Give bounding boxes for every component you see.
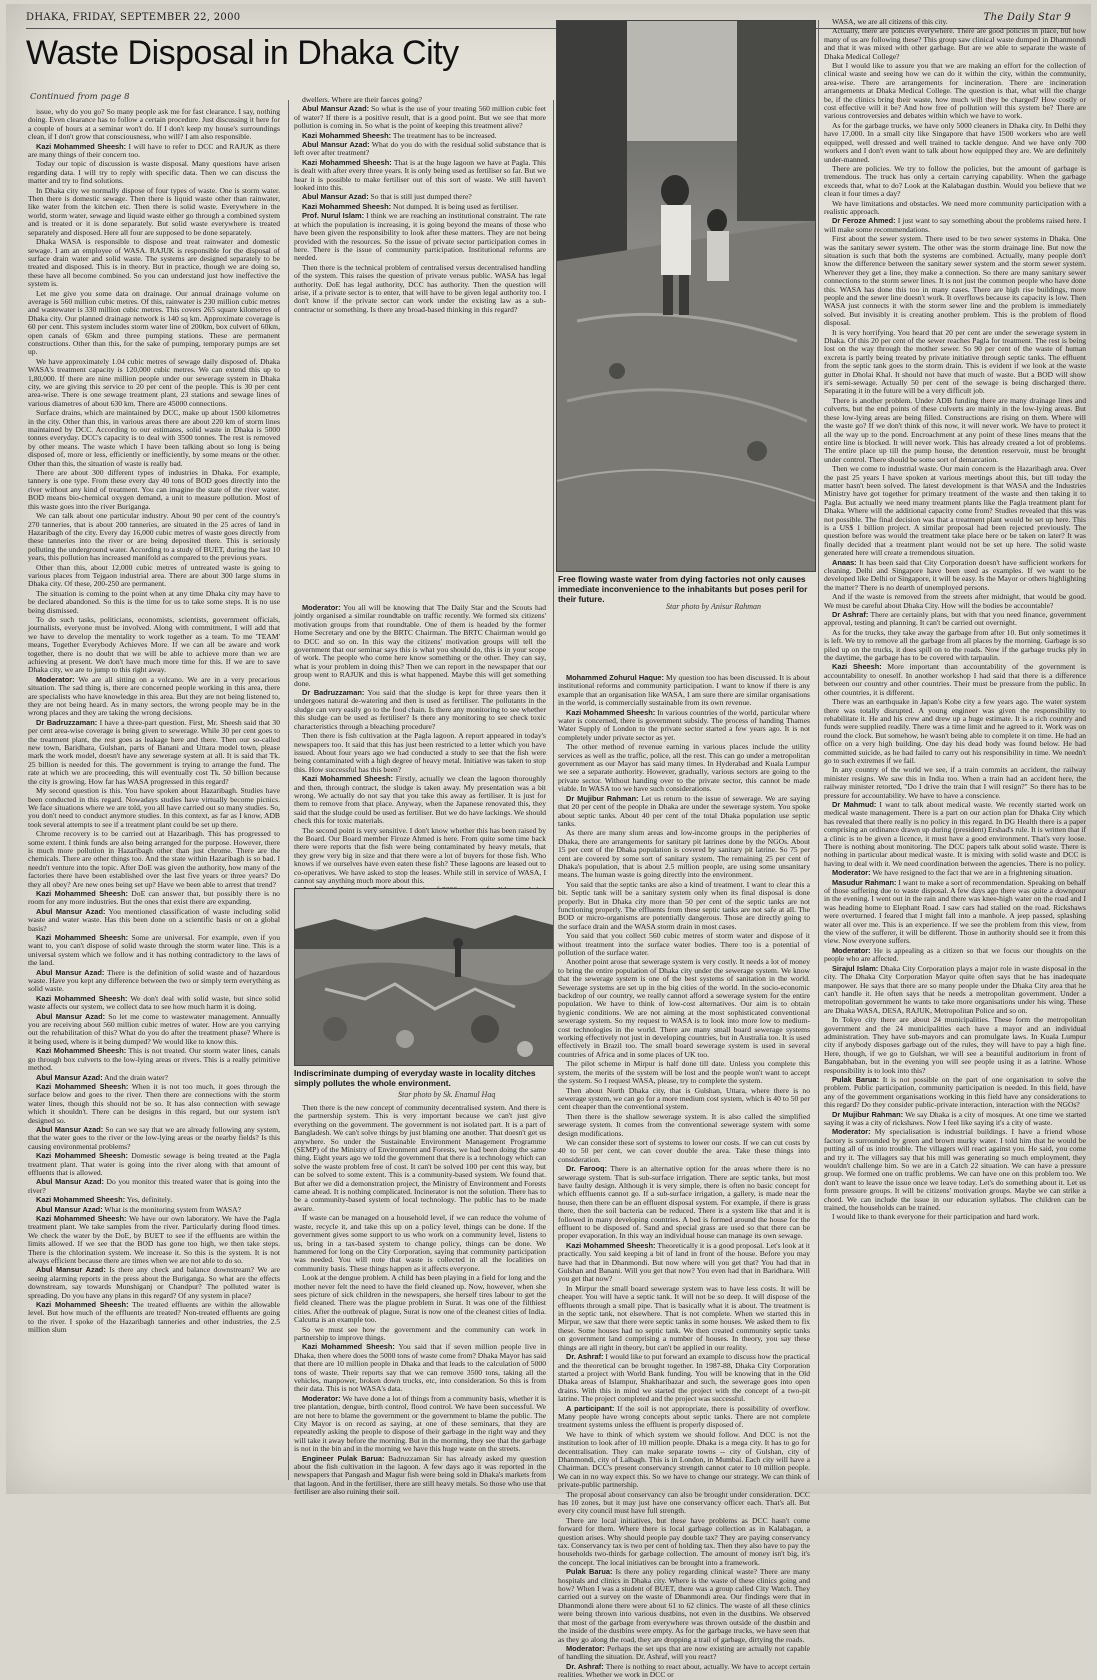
paragraph-text: There is an alternative option for the areas where there is no sewerage system. That is sub-surface irrigation. There are septic tanks, but most have faulty design. Although it is very simple, there is often no basic concept for which effluents cannot go. If a sub-surface irrigation, a gallery, is made near the house, then there can be an effluent disposal system. For example, if there is grass there, then the soil bacteria can be reduced. There is a system like that and it is followed in many developing countries. A bed is formed around the house for the effluent to be disposed of. Sand and special grass are used so that there can be proper evaporation. In this way an individual house can manage its own sewage.: [558, 1164, 810, 1241]
speaker-name: Kazi Mohammed Sheesh:: [36, 933, 129, 942]
article-paragraph: [558, 795, 810, 829]
speaker-name: Kazi Mohammed Sheesh:: [36, 141, 127, 151]
paragraph-text: There are about 300 different types of industries in Dhaka. For example, tannery is one type. From these every day 40 tons of BOD goes directly into the river without any kind of treatment. You can imagine the state of the river water. BOD means bio-chemical oxygen demand, a unit to measure pollution. Most of this waste goes into the river Buriganga.: [28, 468, 280, 511]
article-paragraph: [28, 1152, 280, 1177]
article-paragraph: [558, 1405, 810, 1430]
article-paragraph: [28, 676, 280, 718]
article-paragraph: [28, 358, 280, 408]
article-paragraph: [28, 908, 280, 933]
paragraph-text: In various countries of the world, particular where water is concerned, there is government subsidy. The process of handing Thames Water Supply of London to the private sector started a few years ago. It is not completely under private sector as yet.: [558, 707, 810, 742]
paragraph-text: There was an earthquake in Japan's Kobe city a few years ago. The water system there was totally disrupted. A young engineer was given the responsibility to rehabilitate it. He and his crew and drew up a huge estimate. It is a rich country and funds were supplied readily. There was a time limit and he agreed to it. Work was on round the clock. But somehow, he wasn't being able to complete it on time. He had an office on a very high building. One day his dead body was found below. He had committed suicide, as he had failed to carry out his responsibility in time. We needn't go to such extremes if we fail.: [824, 697, 1086, 765]
paragraph-text: WASA, we are all citizens of this city.: [832, 17, 948, 26]
paragraph-text: Yes, definitely.: [125, 1195, 173, 1205]
paragraph-text: You mentioned classification of waste including solid waste and water waste. Has this been done on a scientific basis or on a global basis?: [28, 906, 281, 933]
article-paragraph: [28, 469, 280, 511]
paragraph-text: So what is the use of your treating 560 million cubic feet of water? If there is a positive result, that is a good point. But we see that more pollution is coming in. So what is the point of keeping this treatment alive?: [294, 104, 546, 131]
article-paragraph: [294, 689, 546, 731]
speaker-name: Kazi Mohammed Sheesh:: [566, 1240, 656, 1250]
speaker-name: Dr Mujibur Rahman:: [566, 793, 639, 803]
article-paragraph: [28, 1074, 280, 1082]
article-paragraph: [558, 1353, 810, 1403]
article-paragraph: [28, 934, 280, 968]
article-paragraph: [558, 743, 810, 793]
paragraph-text: In Dhaka city we normally dispose of four types of waste. One is storm water. Then there is domestic sewage. Then there is liquid waste other than rainwater, like water from the kitchen etc. Then there is solid waste. Everywhere in the world, storm water, sewage and liquid waste either go through a combined system and is treated or it is done separately. But solid waste everywhere is treated separately and disposed. Here all four are supposed to be done separately.: [28, 185, 280, 237]
column-rule-1: [288, 100, 289, 1480]
article-paragraph: [294, 193, 546, 201]
speaker-name: Abul Mansur Azad:: [36, 1072, 103, 1082]
paragraph-text: You said that the sludge is kept for three years then it undergoes natural de-watering and then is used as fertiliser. The pollutants in the sludge can very easily go to the food chain. Is there any monitoring to see whether this sludge can be used as fertiliser? Is there any monitoring to see check toxic characteristics through a bleaching procedure?: [294, 688, 547, 731]
speaker-name: Abul Mansur Azad:: [302, 192, 369, 202]
paragraph-text: DoE can answer that, but possibly there is no room for any more industries. But the ones that exist there are expanding.: [28, 888, 280, 907]
paragraph-text: We have to think of which system we should follow. And DCC is not the institution to look after of 10 million people. Dhaka is a mega city. It has to go for decentralisation. They can make separate towns -- city of Gulshan, city of Dhanmondi, city of Lalbagh. This is in London, in Mumbai. Each city will have a Chairman. DCC's present conservancy strength cannot cater to 10 million people. We can in no way expect this. So we have to change our strategy. We can think of private-public partnership.: [558, 1429, 810, 1490]
paragraph-text: I have a three-part question. First, Mr. Sheesh said that 30 per cent area-wise coverage is being given to sewerage. While 30 per cent goes to the treatment plant, the rest goes as leakage here and there. Then our so-called new town, Baridhara, Gulshan, parts of Banani and Uttara model town, please mark the work model, doesn't have any sewerage system at all. It is said that Tk. 25 billion is needed for this. The government is trying to arrange the fund. The rate at which we are proceeding, this will eventually cost Tk. 50 billion because the city is growing. How far has WASA progressed in this regard?: [28, 717, 280, 786]
paragraph-text: You all will be knowing that The Daily Star and the Scouts had jointly organised a similar roundtable on traffic recently. We formed six citizens' motivation groups from that roundtable. One of them is headed by the former Home Secretary and one by the BRTC Chairman. The BRTC Chairman would go to DCC and so on. In this way the citizens' motivation groups will tell the government that our seminar says this is what you should do, this is in your scope of work. The people who come here know something or the other. They can say, what is your problem in doing this? Then we can report in the newspaper that our group went to RAJUK and this is what happened. Maybe this will get something done.: [294, 603, 546, 688]
paragraph-text: We are all sitting on a volcano. We are in a very precarious situation. The sad thing is, there are concerned people working in this area, there are specialists who have knowledge in this area. But they are not being listened to, they are not being heard. As in many sectors, the wrong people may be in the wrong places and they are taking the wrong decisions.: [28, 674, 280, 718]
paragraph-text: Then there is the technical problem of centralised versus decentralised handling of the system. This raises the question of private versus public. WASA has legal authority. DoE has legal authority, DCC has authority. Then the question will arise, if a private sector is to enter, that will have to be given legal authority too. I don't know if the private sector can work under the existing law as a sub-contractor or something. Is there any broad-based thinking in this regard?: [294, 262, 546, 314]
paragraph-text: When it is not too much, it goes through the surface below and goes to the river. Then there are connections with the storm water lines, though this should not be so. It has also connection with sewage which it shouldn't. There can be designs in this regard, but our system isn't designed so.: [28, 1081, 280, 1125]
article-paragraph: [28, 830, 280, 889]
paragraph-text: As there are many slum areas and low-income groups in the peripheries of Dhaka, there are arrangements for sanitary pit latrines done by the NGOs. About 15 per cent of the Dhaka population is covered by sanitary pit latrine. So 75 per cent are covered by some sort of sanitary system. The remaining 25 per cent of Dhaka's population, that is about 2.5 million people, are using some unsanitary means. The human waste is going directly into the environment.: [558, 828, 810, 880]
paragraph-text: We have approximately 1.04 cubic metres of sewage daily disposed of. Dhaka WASA's treatment capacity is 120,000 cubic metres. We can extend this up to 1,80,000. If there are nine million people under our sewerage system in Dhaka city, we are giving this service to 20 per cent of the people. This is 30 per cent area-wise. There is one sewage treatment plant, 23 stations and sewage lines of various diametres of about 630 km. There are 45000 connections.: [28, 356, 280, 408]
paragraph-text: In Mirpur the small board sewerage system was to have less costs. It will be cheaper. You will have a septic tank. It will not be so deep. It will dispose of the effluents through a small pipe. That is basically what it is about. The treatment is in the septic tank, not elsewhere. That is not complete. When we started this in Mirpur, we saw that there were septic tanks in some houses. We asked them to fix these. Some houses had no septic tank. We then created community septic tanks on government land comprising a number of houses. In theory, you say these things are all right in theory, but can't be applied in our reality.: [558, 1283, 810, 1352]
article-paragraph: [824, 62, 1086, 121]
paragraph-text: I would like to thank everyone for their participation and hard work.: [832, 1212, 1040, 1222]
speaker-name: A participant:: [566, 1403, 615, 1413]
paragraph-text: I just want to say something about the problems raised here. I will make some recommendations.: [824, 216, 1086, 234]
article-paragraph: [294, 1343, 546, 1393]
article-paragraph: [558, 709, 810, 743]
paragraph-text: Some are universal. For example, even if you want to, you can't dispose of solid waste through the storm water line. This is a universal system which we follow and it has nothing contradictory to the laws of the land.: [28, 933, 280, 968]
paragraph-text: The second point is very sensitive. I don't know whether this has been raised by the Board. Our Board member Firoze Ahmed is here. From quite some time back there were reports that the fish were being contaminated by heavy metals, that they grew very big in size and that there were a lot of buyers for those fish. Who knows if we ourselves have even eaten these fish? These lagoons are leased out to co-operatives. We have asked to stop the leases. While still in service of WASA, I cannot say anything much more about this.: [294, 825, 546, 885]
paragraph-text: Then there is the new concept of community decentralised system. And there is the partnership system. This is very important because we can't just give everything on the government. The government is not isolated part. It is a part of Bangladesh. We can't solve things by just blaming one another. That doesn't get us anywhere. So under the Sustainable Environment Management Programme (SEMP) of the Ministry of Environment and Forests, we had been doing the same thing. Eight years ago we told the government that there is a technology which can solve the waste problem free of cost. It can't be solved 100 per cent this way, but can be solved to some extent. This is a community-based system. We found that. But after we did a demonstration project, the Ministry of Environment and Forests came ahead. It is nothing complicated. Incinerator is not the solution. There has to be a community-based system of local technology. The public has to be made aware.: [294, 1103, 546, 1213]
paragraph-text: You said that if seven million people live in Dhaka, then where does the 5000 tons of waste come from? Dhaka Mayor has said that there are 10 million people in Dhaka and that leads to the calculation of 5000 tons of waste. Their reports say that we can remove 3500 tons, taking all the vehicles, manpower, broken down trucks, etc, into consideration. So this is from their data. This is not WASA's data.: [294, 1342, 546, 1394]
paragraph-text: I think we are reaching an institutional constraint. The rate at which the population is increasing, it is going beyond the means of those who have been given the responsibility to look after these matters. They are not being provided with the resources. So the issue of private sector participation comes in here. There is the issue of community participation. Institutional reforms are needed.: [294, 211, 546, 263]
article-paragraph: [824, 18, 1086, 26]
speaker-name: Dr Badruzzaman:: [302, 688, 365, 698]
article-paragraph: [558, 1113, 810, 1138]
paragraph-text: We don't deal with solid waste, but since solid waste affects our system, we collect data to see how much harm it is doing.: [28, 993, 280, 1012]
speaker-name: Prof. Nurul Islam:: [302, 211, 365, 221]
article-paragraph: [824, 965, 1086, 1015]
paragraph-text: What is the monitoring system from WASA?: [102, 1204, 241, 1214]
article-paragraph: [28, 1083, 280, 1125]
article-paragraph: [28, 564, 280, 589]
paragraph-text: I will have to refer to DCC and RAJUK as there are many things of their concern too.: [28, 141, 280, 160]
flood-photo-credit: Star photo by Anisur Rahman: [666, 602, 761, 611]
article-paragraph: [824, 1016, 1086, 1075]
article-paragraph: [294, 132, 546, 140]
article-paragraph: [28, 719, 280, 786]
paragraph-text: Let us return to the issue of sewerage. We are saying that 20 per cent of the people in Dhaka are under the sewerage system. You spoke about septic tanks. About 40 per cent of the total Dhaka population use septic tanks.: [558, 793, 810, 828]
paragraph-text: We have resigned to the fact that we are in a frightening situation.: [870, 868, 1073, 878]
article-paragraph: [294, 203, 546, 211]
article-column-3: [558, 673, 810, 1680]
dumping-photo-caption: Indiscriminate dumping of everyday waste in locality ditches simply pollutes the whole environment.: [294, 1068, 536, 1088]
speaker-name: Kazi Mohammed Sheesh:: [302, 157, 392, 167]
article-paragraph: [824, 27, 1086, 61]
article-paragraph: [294, 1274, 546, 1324]
speaker-name: Kazi Sheesh:: [832, 662, 882, 672]
paragraph-text: Then about North Dhaka city, that is Gulshan, Uttara, where there is no sewerage system, we can go for a more medium cost system, which is 40 to 50 per cent cheaper than the conventional system.: [558, 1085, 810, 1112]
article-paragraph: [28, 1266, 280, 1300]
paragraph-text: We have limitations and obstacles. We need more community participation with a realistic approach.: [824, 198, 1086, 216]
article-paragraph: [28, 108, 280, 142]
speaker-name: Abul Mansur Azad:: [36, 1265, 106, 1275]
article-column-4: [824, 18, 1086, 1484]
article-paragraph: [558, 1060, 810, 1085]
article-paragraph: [558, 1242, 810, 1284]
paragraph-text: It is very horrifying. You heard that 20 per cent are under the sewerage system in Dhaka. Of this 20 per cent of the sewer reaches Pagla for treatment. The rest is being lost on the way through the mother sewer. So 90 per cent of the waste of human excreta is partly being treated by private initiative through septic tanks. The effluent from the septic tank goes to the storm drain. This is evident if we look at the waste gutter in Dholai Khal. It should not have that much of waste. But a BOD will show it's semi-sewage. Actually 50 per cent of the sewage is being discharged there. Separating it in the future will be a very difficult job.: [824, 327, 1086, 396]
article-paragraph: [824, 593, 1086, 610]
speaker-name: Dr Ashraf:: [832, 610, 869, 620]
speaker-name: Moderator:: [832, 1127, 871, 1137]
paragraph-text: You said that the septic tanks are also a kind of treatment. I want to clear this a bit. Septic tank will be a sanitary system only when its final disposal is done properly. But in Dhaka city more than 50 per cent of the septic tanks are not functioning properly. The effluents from these septic tanks are not safe at all. The BOD or micro-organisms are potentially dangerous. Those are directly going to the surface drain and the WASA storm drain in most cases.: [558, 879, 810, 931]
article-paragraph: [558, 958, 810, 1059]
article-paragraph: [28, 160, 280, 185]
article-paragraph: [28, 1013, 280, 1047]
folio-masthead: The Daily Star 9: [983, 12, 1071, 23]
speaker-name: Mohammed Zohurul Haque:: [566, 673, 664, 682]
article-paragraph: [558, 1568, 810, 1644]
article-paragraph: [28, 787, 280, 829]
paragraph-text: Actually, there are policies everywhere. There are good policies in place, but how many of us are following these? This group saw clinical waste dumped in Dhanmondi and that it was mixed with other garbage. But are we able to separate the waste of Dhaka Medical College?: [824, 26, 1086, 61]
paragraph-text: Not dumped. It is being used as fertiliser.: [391, 201, 519, 211]
paragraph-text: But I would like to assure you that we are making an effort for the collection of clinical waste and seeing how we can do it within the city, within the community, area-wise. There are arrangements for incineration. There are incineration arrangements at Dhaka Medical College. The question is that, what will the charge be, if the clinics bring their waste, how much will they be charged? How costly or cost effective will it be? And how free of pollution will this system be? There are various controversies and debates within which we have to work.: [824, 61, 1086, 121]
paragraph-text: Dhaka City Corporation plays a major role in waste disposal in the city. The Dhaka City Corporation Mayor quite often says that he has inadequate manpower. He says that there are so many people under the Dhaka City area that he can't handle it. He often says that he needs a metropolitan government. Under a metropolitan government he wants to take more organisations under his wing. These are Dhaka WASA, DESA, RAJUK, Metropolitan Police and so on.: [824, 963, 1086, 1015]
flood-photo: [556, 20, 816, 572]
article-paragraph: [824, 879, 1086, 946]
paragraph-text: There is nothing to react about, actually. We have to accept certain realities. Whether we work in DCC or: [558, 1661, 810, 1680]
speaker-name: Moderator:: [36, 674, 75, 684]
article-paragraph: [558, 829, 810, 879]
paragraph-text: Firstly, actually we clean the lagoon thoroughly and then, through contract, the sludge is taken away. My presentation was a bit wrong. We actually do not say that you take this away as fertiliser. It is just for them to remove from that place. Anyway, when the Japanese renovated this, they said that the sludge could be used as fertiliser. But we do have lackings. We should check this for toxic materials.: [294, 774, 546, 826]
article-paragraph: [824, 947, 1086, 964]
article-headline: Waste Disposal in Dhaka City: [26, 34, 459, 72]
speaker-name: Engineer Pulak Barua:: [302, 1453, 385, 1463]
paragraph-text: dwellers. Where are their faeces going?: [302, 95, 423, 104]
paragraph-text: My second question is this. You have spoken about Hazaribagh. Studies have been conducted in this regard. Nowadays studies have virtually become picnics. We face situations where we are told, you all have carried out so many studies. So, you don't need to conduct anymore studies. In this context, as far as I know, ADB took several attempts to see if a treatment plant could be set up there.: [28, 786, 280, 829]
paragraph-text: He is appealing as a citizen so that we focus our thoughts on the people who are affected.: [824, 945, 1086, 964]
paragraph-text: Do you monitor this treated water that is going into the river?: [28, 1177, 280, 1195]
speaker-name: Masudur Rahman:: [832, 877, 897, 887]
article-paragraph: [28, 1126, 280, 1151]
article-paragraph: [28, 1301, 280, 1335]
speaker-name: Pulak Barua:: [832, 1074, 879, 1084]
article-paragraph: [558, 1517, 810, 1567]
speaker-name: Kazi Mohammed Sheesh:: [36, 1151, 128, 1161]
article-paragraph: [28, 238, 280, 288]
article-paragraph: [28, 1196, 280, 1204]
paragraph-text: We have our own laboratory. We have the Pagla treatment plant. We take samples from the river. Particularly during flood times. We check the water by the DoE, by BUET to see if the effluents are within the limits allowed. If we see that the BOD has gone too high, we then take steps. There is the chlorination system. We increase it. So this is the system. It is not always efficient because there are times when we are not able to do so.: [28, 1214, 280, 1266]
speaker-name: Kazi Mohammed Sheesh:: [302, 130, 392, 140]
article-paragraph: [824, 611, 1086, 628]
paragraph-text: issue, why do you go? So many people ask me for fast clearance. I say, nothing doing. Even clearance has to follow a certain procedure. Just discussing it here for a couple of hours at a seminar won't do. If I don't keep my house's surroundings clean, if I don't grow that consciousness, who will? I am also responsible.: [28, 107, 280, 142]
paragraph-text: First about the sewer system. There used to be two sewer systems in Dhaka. One was the sanitary sewer system. The other was the storm drainage line. But now the situation is such that both the systems are combined. Actually, many people don't know the difference between the sanitary sewer system and the storm sewer system. Wherever they get a line, they make a connection. So there are many sanitary sewer connections to the storm sewer lines. It is not just the common people who have done this. WASA has done this too in many cases. There are high rise buildings, more people and the sewer line doesn't work. It overflows because its capacity is low. Then WASA just connects it with the storm sewer line and the problem is immediately solved. But invisibly it is creating another problem. This is the problem of flood disposal.: [824, 234, 1086, 328]
paragraph-text: It is not possible on the part of one organisation to solve the problem. Public participation, community participation is needed. In this field, have any of the government organisations working in this field have any considerations to this regard? Do they consider public-private interaction, interaction with the NGOs?: [824, 1074, 1087, 1110]
dumping-photo-credit: Star photo by Sk. Enamul Haq: [398, 1090, 496, 1099]
speaker-name: Moderator:: [832, 945, 871, 955]
article-paragraph: [28, 187, 280, 237]
speaker-name: Abul Mansur Azad:: [36, 1177, 104, 1187]
article-paragraph: [28, 969, 280, 994]
paragraph-text: Another point arose that sewerage system is very costly. It needs a lot of money to bring the entire population of Dhaka city under the sewerage system. We know that the sewerage system is one of the best systems of sanitation in the world. Sewerage systems are set up in the big cities of the world. In the socio-economic backdrop of our country, we really cannot afford a sewerage system for the entire population. We have to think of low-cost alternatives. Our aim is to obtain hygienic conditions. We are not aiming at the most sophisticated conventional sewerage system. So my request to WASA is to look into more low to medium-cost technologies in the world. There are many small board sewerage systems working effectively not just in developing countries, but in Australia too. It is used effectively in Brazil too. The small board sewerage system is used in several countries of Africa and in some places of UK too.: [558, 957, 810, 1059]
paragraph-text: Then there is fish cultivation at the Pagla lagoon. A report appeared in today's newspapers too. It said that this has just been restricted to a letter which you have issued. About four years ago we had conducted a study to see that the fish were being contaminated with a high degree of heavy metal. Initiative was taken to stop this. How successful has this been?: [294, 731, 546, 774]
paragraph-text: Today our topic of discussion is waste disposal. Many questions have arisen regarding data. I will try to reply with specific data. Then we can discuss the matter and try to find solutions.: [28, 159, 280, 186]
paragraph-text: You said that you collect 560 cubic metres of storm water and dispose of it without treatment into the surface water bodies. There too is a potential of pollution of the surface water.: [558, 931, 810, 957]
dumping-photo-image: [295, 889, 553, 1065]
article-paragraph: [294, 105, 546, 130]
article-paragraph: [824, 663, 1086, 697]
paragraph-text: This is not treated. Our storm water lines, canals go through box culverts to the low-lying areas or rivers. This is a really primitive method.: [28, 1046, 280, 1073]
paragraph-text: Perhaps the set ups that are now existing are actually not capable of handling the situation. Dr. Ashraf, will you react?: [558, 1643, 810, 1662]
paragraph-text: We say Dhaka is a city of mosques. At one time we started saying it was a city of rickshaws. Now I feel like saying it's a city of waste.: [824, 1109, 1086, 1127]
article-paragraph: [558, 1087, 810, 1112]
speaker-name: Kazi Mohammed Sheesh:: [36, 1081, 129, 1091]
paragraph-text: As for the garbage trucks, we have only 5000 cleaners in Dhaka city. In Delhi they have 17,000. In a small city like Singapore that have 1500 workers who are well equipped, well dressed and well trained to tackle dengue. And we have only 700 workers and I don't even want to talk about how equipped they are. We are definitely under-manned.: [824, 120, 1086, 164]
article-paragraph: [824, 801, 1086, 868]
article-paragraph: [824, 397, 1086, 464]
paragraph-text: More important than accountability of the government is accountability to oneself. In another workshop I had said that there is a difference between our country and other countries. Their must be pressure from the public. In other countries, it is different.: [824, 662, 1086, 697]
article-paragraph: [28, 1215, 280, 1265]
paragraph-text: I want to talk about medical waste. We recently started work on medical waste management. There is a part on our action plan for Dhaka City which has revealed that there really is no policy in this regard. In DG Health there is a paper comprising an ordinance drawn up during (president) Ershad's rule. It is written that if a clinic is to be given a licence, it must have a good environment. That's very loose. There is nothing about monitoring. The DCC papers talk about solid waste. There is nothing in particular about medical waste. It is mixing with solid waste and DCC is having to deal with it. We need coordination between the agencies. There is no policy.: [824, 799, 1086, 868]
column-rule-2: [553, 100, 554, 1480]
article-paragraph: [294, 1395, 546, 1454]
paragraph-text: Theoretically it is a good proposal. Let's look at it practically. You said keeping a bit of land in front of the house. Before you may have had that in Dhanmondi. But now where will you get that? You had that in Gulshan and Banani. Will you get that now? You even had that in Baridhara. Will you get that now?: [558, 1240, 810, 1284]
paragraph-text: The treatment has to be increased.: [391, 130, 497, 140]
speaker-name: Kazi Mohammed Sheesh:: [36, 1214, 127, 1223]
article-column-2-top: [294, 95, 546, 314]
article-paragraph: [294, 264, 546, 314]
paragraph-text: The situation is coming to the point when at any time Dhaka city may have to be declared abandoned. So this is the time for us to take some steps. It is no use being dismissed.: [28, 588, 280, 615]
article-paragraph: [558, 1165, 810, 1241]
speaker-name: Dr. Ashraf:: [566, 1352, 604, 1362]
paragraph-text: It has been said that City Corporation doesn't have sufficient workers for cleaning. Delhi and Singapore have been used as examples. If we want to be developed like Delhi or Singapore, it will be easy. Is the Mayor or others highlighting the matter? There is no dearth of unemployed persons.: [824, 557, 1086, 592]
article-paragraph: [294, 159, 546, 193]
speaker-name: Anaas:: [832, 557, 857, 567]
article-paragraph: [824, 869, 1086, 877]
paragraph-text: There is another problem. Under ADB funding there are many drainage lines and culverts, but the end points of these culverts are mainly in the low-lying areas. But these low-lying areas are being filled. Constructions are rising on them. Where will the waste go? If we don't think of this now, it will never work. We have to protect it all the way up to the pond. Encroachment at any point of these lines means that the entire line is blocked. It will never work. This has already created a lot of problems. The entire place up till the pump house, the detention reservoir, must be brought under control. There should be some sort of demarcation.: [824, 395, 1086, 464]
paragraph-text: My specialisation is industrial buildings. I have a friend whose factory is surrounded by green and brown murky water. I told him that he would be putting all of us into trouble. The villagers will react against you. He said, you come and try it. The villagers say that his mill was generating so much employment, they wouldn't challenge him. So we are in a Catch 22 situation. We can have a pressure group. We formed one on traffic problems. We can have one on this problem too. We don't want to leave the issue once we leave today. Let's do something about it. Let us form pressure groups. It will be citizens' motivation groups. Maybe we can strike a chord. We can include the issue in our education syllabus. The children can be trained, the households can be trained.: [824, 1127, 1086, 1213]
paragraph-text: Let me give you some data on drainage. Our annual drainage volume on average is 560 million cubic metres. Of this, rainwater is 230 million cubic metres and wastewater is 330 million cubic metres. This covers 265 square kilometres of Dhaka city. Our planned drainage network is 140 sq km. Approximate coverage is 60 per cent. This system includes storm water line of 200km, box culvert of 60km, open canals of 65km and three pumping stations. These are permanent constructions. Other than this, for the sake of pumping, temporary pumps are set up.: [28, 288, 280, 357]
article-paragraph: [558, 1139, 810, 1164]
paragraph-text: Then there is the shallow sewerage system. It is also called the simplified sewerage system. It comes from the conventional sewerage system with some design modifications.: [558, 1111, 810, 1138]
paragraph-text: Domestic sewage is being treated at the Pagla treatment plant. That water is going into the river along with that amount of effluents that is allowed.: [28, 1151, 280, 1177]
speaker-name: Dr Mujibur Rahman:: [832, 1109, 904, 1119]
paragraph-text: So that is still just dumped there?: [368, 192, 472, 202]
paragraph-text: Badruzzaman Sir has already asked my question about the fish cultivation in the lagoon. A few days ago it was reported in the newspapers that Pangash and Magur fish were being sold in Dhaka's markets from that lagoon. And in the fertiliser, there are still heavy metals. So those who use that fertiliser are also ruining their soil.: [294, 1453, 547, 1497]
paragraph-text: Is there any policy regarding clinical waste? There are many hospitals and clinics in Dhaka city. Where is the waste of these clinics going and how? When I was a student of BUET, there was a group called City Watch. They carried out a survey on the waste of Dhanmondi area. Our findings were that in Dhanmondi alone there were about 61 to 62 clinics. The waste of all these clinics were being thrown into various dustbins, not even in the dustbins. We observed that most of the garbage from everywhere was thrown outside of the dustbin and the inside of the dustbins were empty. As for the garbage trucks, we have seen that as they go along the road, they are dropping a trail of garbage, dirtying the roads.: [558, 1567, 810, 1644]
article-paragraph: [558, 932, 810, 957]
article-paragraph: [28, 512, 280, 562]
speaker-name: Kazi Mohammed Sheesh:: [36, 1195, 126, 1205]
article-paragraph: [294, 827, 546, 886]
article-paragraph: [824, 1213, 1086, 1221]
paragraph-text: Then we come to industrial waste. Our main concern is the Hazaribagh area. Over the past 25 years I have spoken at various meetings about this, but till today the matter hasn't been solved. The latest development is that WASA and the Industries Ministry have got together for primary treatment of the waste and then taking it to Pagla. But actually we need many treatment plants like the Pagla treatment plant for Dhaka. Where will the additional capacity come from? Studies revealed that this was not possible. The final decision was that a treatment plant would be set up here. This is a US$ 1 billion project. A similar proposal had been rejected previously. The question before was would the treatment take place here or be taken on later? It was finally decided that a treatment plant would not be set up here. The solid waste generated here will create a tremendous situation.: [824, 464, 1086, 558]
paragraph-text: In Tokyo city there are about 24 municipalities. These form the metropolitan government and the 24 municipalities each have a mayor and an individual administration. They have sub-mayors and can promulgate laws. In Kuala Lumpur city if anybody disposes garbage out of the rules, they will have to pay a high fine. Here, though, if we go to Gulshan, we will see a beautiful auditorium in front of Bangabhaban, but in the evening you will see people using it as a latrine. Whose responsibility is to look into this?: [824, 1015, 1086, 1075]
paragraph-text: And if the waste is removed from the streets after midnight, that would be good. We must be careful about Dhaka City. How will the bodies be accountable?: [824, 592, 1086, 610]
speaker-name: Abul Mansur Azad:: [36, 906, 106, 916]
article-paragraph: [824, 1076, 1086, 1110]
speaker-name: Dr. Ashraf:: [566, 1661, 604, 1671]
paragraph-text: We can consider these sort of systems to lower our costs. If we can cut costs by 40 to 50 per cent, we can cover double the area. Take these things into consideration.: [558, 1137, 810, 1164]
article-column-2-middle: [294, 604, 546, 884]
article-paragraph: [824, 766, 1086, 800]
article-paragraph: [294, 732, 546, 774]
paragraph-text: If waste can be managed on a household level, if we can reduce the volume of waste, recycle it, and take this up on a policy level, things can be done. If the government gives some support to us who work on a community level, listens to us, bring in a tax-based system to change policy, things can be done. We hammered for long on the City Corporation, saying that community participation was needed. You will note that waste is collected in all the localities on community basis. These things happen as it affects everyone.: [294, 1213, 546, 1273]
article-paragraph: [294, 1326, 546, 1343]
article-paragraph: [824, 165, 1086, 199]
article-paragraph: [294, 1214, 546, 1273]
paragraph-text: I want to make a sort of recommendation. Speaking on behalf of those suffering due to waste disposal. A few days ago there was quite a downpour in the evening. I went out in the rain and there was knee-high water on the road and I was heading home to Elephant Road. I saw cars had stalled on the road. Rickshaws were overturned. I feared that I might fall into a manhole. A jeep passed, splashing water all over me. This is an experience. If we see the problem from this view, from the view of the sufferer, it will be different. Those in authority should see it from this view. Now everyone suffers.: [824, 877, 1086, 946]
article-paragraph: [824, 465, 1086, 557]
paragraph-text: I would like to put forward an example to discuss how the practical and the theoretical can be brought together. In 1987-88, Dhaka City Corporation started a project with World Bank funding. You will be knowing that in the Old Dhaka areas of Islampur, Shakharibazar and such, the sewerage goes into open drains. With this in mind we started the project with the concept of a two-pit latrine. The project completed and the project was successful.: [558, 1352, 810, 1404]
article-paragraph: [294, 141, 546, 158]
paragraph-text: What do you do with the residual solid substance that is left over after treatment?: [294, 140, 546, 158]
speaker-name: Abul Mansur Azad:: [302, 104, 370, 114]
article-paragraph: [558, 881, 810, 931]
paragraph-text: My question too has been discussed. It is about institutional reforms and community participation. I want to know if there is any example that an organisation like WASA, I am sure there are similar organisations in the world, is commercially sustainable from its own revenue.: [558, 673, 810, 708]
article-column-2-bottom: [294, 1103, 547, 1497]
article-paragraph: [824, 559, 1086, 593]
article-paragraph: [824, 629, 1086, 663]
speaker-name: Moderator:: [302, 1393, 341, 1403]
speaker-name: Kazi Mohammed Sheesh:: [302, 1342, 395, 1352]
speaker-name: Dr Feroze Ahmed:: [832, 216, 896, 226]
speaker-name: Abul Mansur Azad:: [302, 140, 370, 150]
article-paragraph: [824, 1111, 1086, 1128]
article-paragraph: [28, 995, 280, 1012]
article-paragraph: [558, 674, 810, 708]
speaker-name: Kazi Mohammed Sheesh:: [566, 707, 656, 717]
speaker-name: Dr Mahmud:: [832, 799, 877, 809]
flood-photo-caption: Free flowing waste water from dying factories not only causes immediate inconvenience to the inhabitants but poses peril for their future.: [558, 574, 808, 604]
paragraph-text: The other method of revenue earning in various places include the utility services as well as the traffic, police, all the rest. This can go under a metropolitan government as our Mayor has said many times. In Hyderabad and Kuala Lumpur we see a separate authority. However, gradually, various sectors are going to the private sector. Without handing over to the private sector, this cannot be made viable. In WASA too we have such considerations.: [558, 742, 810, 794]
speaker-name: Kazi Mohammed Sheesh:: [302, 201, 392, 211]
paragraph-text: So can we say that we are already following any system, that the water goes to the river or the low-lying areas or the nearby fields? Is this causing environmental problems?: [28, 1124, 280, 1151]
speaker-name: Kazi Mohammed Sheesh:: [302, 774, 393, 784]
paragraph-text: Is there any check and balance downstream? We are seeing alarming reports in the press about the Buriganga. So what are the effects downstream, say towards Munshiganj or Chandpur? The polluted water is spreading. Do you have any plans in this regard? Of any system in place?: [28, 1265, 280, 1300]
article-paragraph: [28, 1047, 280, 1072]
article-paragraph: [824, 200, 1086, 217]
article-paragraph: [824, 235, 1086, 327]
paragraph-text: There is the definition of solid waste and of hazardous waste. Have you kept any difference between the two or simply term everything as solid waste.: [28, 967, 280, 994]
article-paragraph: [28, 616, 280, 675]
article-paragraph: [558, 1285, 810, 1352]
speaker-name: Abul Mansur Azad:: [36, 1124, 104, 1134]
paragraph-text: There are certainly plans, but with that you need finance, government approval, testing and planning. It can't be carried out overnight.: [824, 610, 1086, 628]
speaker-name: Kazi Mohammed Sheesh:: [36, 888, 128, 898]
article-paragraph: [294, 212, 546, 262]
article-paragraph: [824, 698, 1086, 765]
article-paragraph: [28, 890, 280, 907]
article-paragraph: [294, 1455, 546, 1497]
article-paragraph: [28, 1206, 280, 1214]
speaker-name: Pulak Barua:: [566, 1567, 613, 1577]
paragraph-text: The pilot scheme in Mirpur is half done till date. Unless you complete this system, the merits of the system will be lost and the people won't want to accept the system. So I request WASA, please, try to complete the system.: [558, 1059, 810, 1086]
article-paragraph: [824, 1128, 1086, 1212]
paragraph-text: That is at the huge lagoon we have at Pagla. This is dealt with after every three years. It is only being used as fertiliser so far. But we hear it is possible to make fertiliser out of this sort of waste. We still haven't looked into this.: [294, 157, 546, 193]
paragraph-text: The proposal about conservancy can also be brought under consideration. DCC has 10 zones, but it may just have one conservancy officer each. That's all. But every city council must have full strength.: [558, 1489, 810, 1516]
article-paragraph: [28, 143, 280, 160]
article-paragraph: [28, 290, 280, 357]
article-paragraph: [294, 1104, 546, 1213]
paragraph-text: Dhaka WASA is responsible to dispose and treat rainwater and domestic sewage. I am an employee of WASA. RAJUK is responsible for the disposal of surface drain water and solid waste. The systems are designed separately to be treated and disposed. This is in theory. But in practice, though we are doing so, these have all become combined. So you can understand just how ineffective the system is.: [28, 237, 280, 289]
speaker-name: Dr Badruzzaman:: [36, 717, 98, 727]
article-paragraph: [558, 1491, 810, 1516]
paragraph-text: There are local initiatives, but these have problems as DCC hasn't come forward for them. Where there is local garbage collection as in Kalabagan, a question arises. Why should people pay double tax? They are paying conservancy tax. Conservancy tax is two per cent of holding tax. Then they also have to pay the households two-thirds for garbage collection. The amount of money isn't big, it's the concept. The local initiatives can be brought into a framework.: [558, 1515, 810, 1567]
column-rule-3: [818, 20, 819, 1480]
newspaper-page: [6, 4, 1091, 1680]
paragraph-text: There are policies. We try to follow the policies, but the amount of garbage is tremendous. The truck has only a certain carrying capability. When the garbage exceeds that, what to do? Look at the Kalabagan dustbin. Would you believe that we clean it four times a day?: [824, 163, 1086, 199]
article-paragraph: [294, 775, 546, 825]
paragraph-text: If the soil is not appropriate, there is possibility of overflow. Many people have wrong concepts about septic tanks. There are not complete treatment systems unless the effluent is properly disposed of.: [558, 1403, 810, 1430]
paragraph-text: In any country of the world we see, if a train commits an accident, the railway minister resigns. We saw this in India too. When a train had an accident here, the railway minister retorted, "Do I drive the train that I will resign?" So there has to be pressure for accountability. We have to have a conscience.: [824, 765, 1086, 800]
speaker-name: Moderator:: [566, 1643, 605, 1653]
paragraph-text: As for the trucks, they take away the garbage from after 10. But only sometimes it is left. We try to remove all the garbage from all places by the morning. Garbage is so piled up on the trucks, it does spill on to the roads. Now if the garbage trucks ply in the daytime, the garbage has to be covered with tarpaulin.: [824, 627, 1086, 663]
paragraph-text: The treated effluents are within the allowable level. But how much of the effluents are treated? Non-treated effluents are going to the river. I spoke of the Hazaribagh tanneries and other industries, the 2.5 million slum: [28, 1300, 280, 1335]
paragraph-text: To do such tasks, politicians, economists, scientists, government officials, journalists, everyone must be involved. Along with commitment, I will add that we have to develop the mentality to work together as a team. To me 'TEAM' means, Together Everybody Achieves More. If we can all be aware and work together, there is no doubt that we will be able to achieve more than we are achieving at present. We don't have much more time for this. If we are to save Dhaka city, we are to jump to this right away.: [28, 614, 280, 675]
article-paragraph: [824, 329, 1086, 396]
article-paragraph: [558, 1431, 810, 1490]
paragraph-text: Surface drains, which are maintained by DCC, make up about 1500 kilometres in the city. Other than this, in various areas there are about 220 km of storm lines maintained by DCC. According to our estimates, solid waste in Dhaka is 5000 tonnes everyday. DCC's capacity is to deal with 3500 tonnes. The rest is removed by other means. The waste which I have been talking about so long is being disposed of, more or less, efficiently or inefficiently, by some means or the other. Other than this, the situation of waste is really bad.: [28, 408, 280, 468]
paragraph-text: And the drain water?: [102, 1072, 169, 1082]
paragraph-text: Look at the dengue problem. A child has been playing in a field for long and the mother never felt the need to have the field cleaned up. Now, however, when she sees picture of sick children in the newspapers, she herself tires labour to get the field cleaned. There was the plague problem in Surat. It was one of the filthiest cities. After the outbreak of plague, Surat is now one of the cleanest cities of India. Calcutta is an example too.: [294, 1273, 546, 1325]
speaker-name: Abul Mansur Azad:: [36, 1011, 106, 1021]
paragraph-text: We can talk about one particular industry. About 90 per cent of the country's 270 tanneries, that is about 200 tanneries, are situated in the 25 acres of land in Hazaribagh of the city. Every day 16,000 cubic metres of waste goes directly from these tanneries into the river or are being deposited there. This is seriously polluting the underground water. According to a study of BUET, during the last 10 years, this pollution has increased manifold as compared to the previous years.: [28, 511, 280, 563]
article-paragraph: [28, 1178, 280, 1195]
speaker-name: Abul Mansur Azad:: [36, 967, 105, 977]
paragraph-text: We have done a lot of things from a community basis, whether it is tree plantation, dengue, birth control, flood control. We have been successful. We are not here to blame the government or the government to blame the public. The City Mayor is on record as saying, at one of these seminars, that they are repeatedly asking the people to dispose of their garbage in the right way and they will take it away before the morning. But in the morning, they see that the garbage is not in the bin and in the morning we have this huge waste on the streets.: [294, 1393, 546, 1454]
article-column-1: [28, 108, 280, 1484]
speaker-name: Abul Mansur Azad:: [36, 1204, 103, 1214]
paragraph-text: Chrome recovery is to be carried out at Hazaribagh. This has progressed to some extent. I think funds are also being arranged for the purpose. However, there is much more pollution in Hazaribagh other than just chrome. There are the chemicals. There are other things too. And the state within Hazaribagh is so bad. I needn't venture into the topic. After DoE was given the authority, how many of the factories there have been established over the last five years or three years? Do they all obey? Are new ones being set up? Have we been able to arrest that trend?: [28, 829, 280, 889]
paragraph-text: So we must see how the government and the community can work in partnership to improve things.: [294, 1324, 546, 1342]
speaker-name: Moderator:: [302, 603, 341, 612]
speaker-name: Sirajul Islam:: [832, 963, 879, 973]
speaker-name: Kazi Mohammed Sheesh:: [36, 1300, 129, 1310]
speaker-name: Kazi Mohammed Sheesh:: [36, 1046, 127, 1056]
article-paragraph: [294, 96, 546, 104]
speaker-name: Dr. Farooq:: [566, 1164, 607, 1174]
article-paragraph: [824, 122, 1086, 164]
article-paragraph: [558, 1645, 810, 1662]
continued-note: Continued from page 8: [30, 92, 130, 102]
paragraph-text: Other than this, about 12,000 cubic metres of untreated waste is going to various places from Tejgaon industrial area. There are about 300 large slums in Dhaka city. Of these, 200-250 are permanent.: [28, 562, 280, 589]
dumping-photo: [294, 888, 554, 1066]
speaker-name: Moderator:: [832, 868, 871, 878]
article-paragraph: [28, 590, 280, 615]
article-paragraph: [294, 604, 546, 688]
article-paragraph: [558, 1663, 810, 1680]
article-paragraph: [824, 217, 1086, 234]
article-paragraph: [28, 409, 280, 468]
paragraph-text: So let me come to wastewater management. Annually you are receiving about 560 million cubic metres of water. How are you carrying out the rehabilitation of this? What do you do after the treatment phase? Where is it being used, where is it being dumped? We would like to know this.: [28, 1011, 280, 1046]
flood-photo-image: [557, 21, 815, 571]
folio-dateline: DHAKA, FRIDAY, SEPTEMBER 22, 2000: [26, 12, 241, 23]
speaker-name: Kazi Mohammed Sheesh:: [36, 993, 128, 1003]
